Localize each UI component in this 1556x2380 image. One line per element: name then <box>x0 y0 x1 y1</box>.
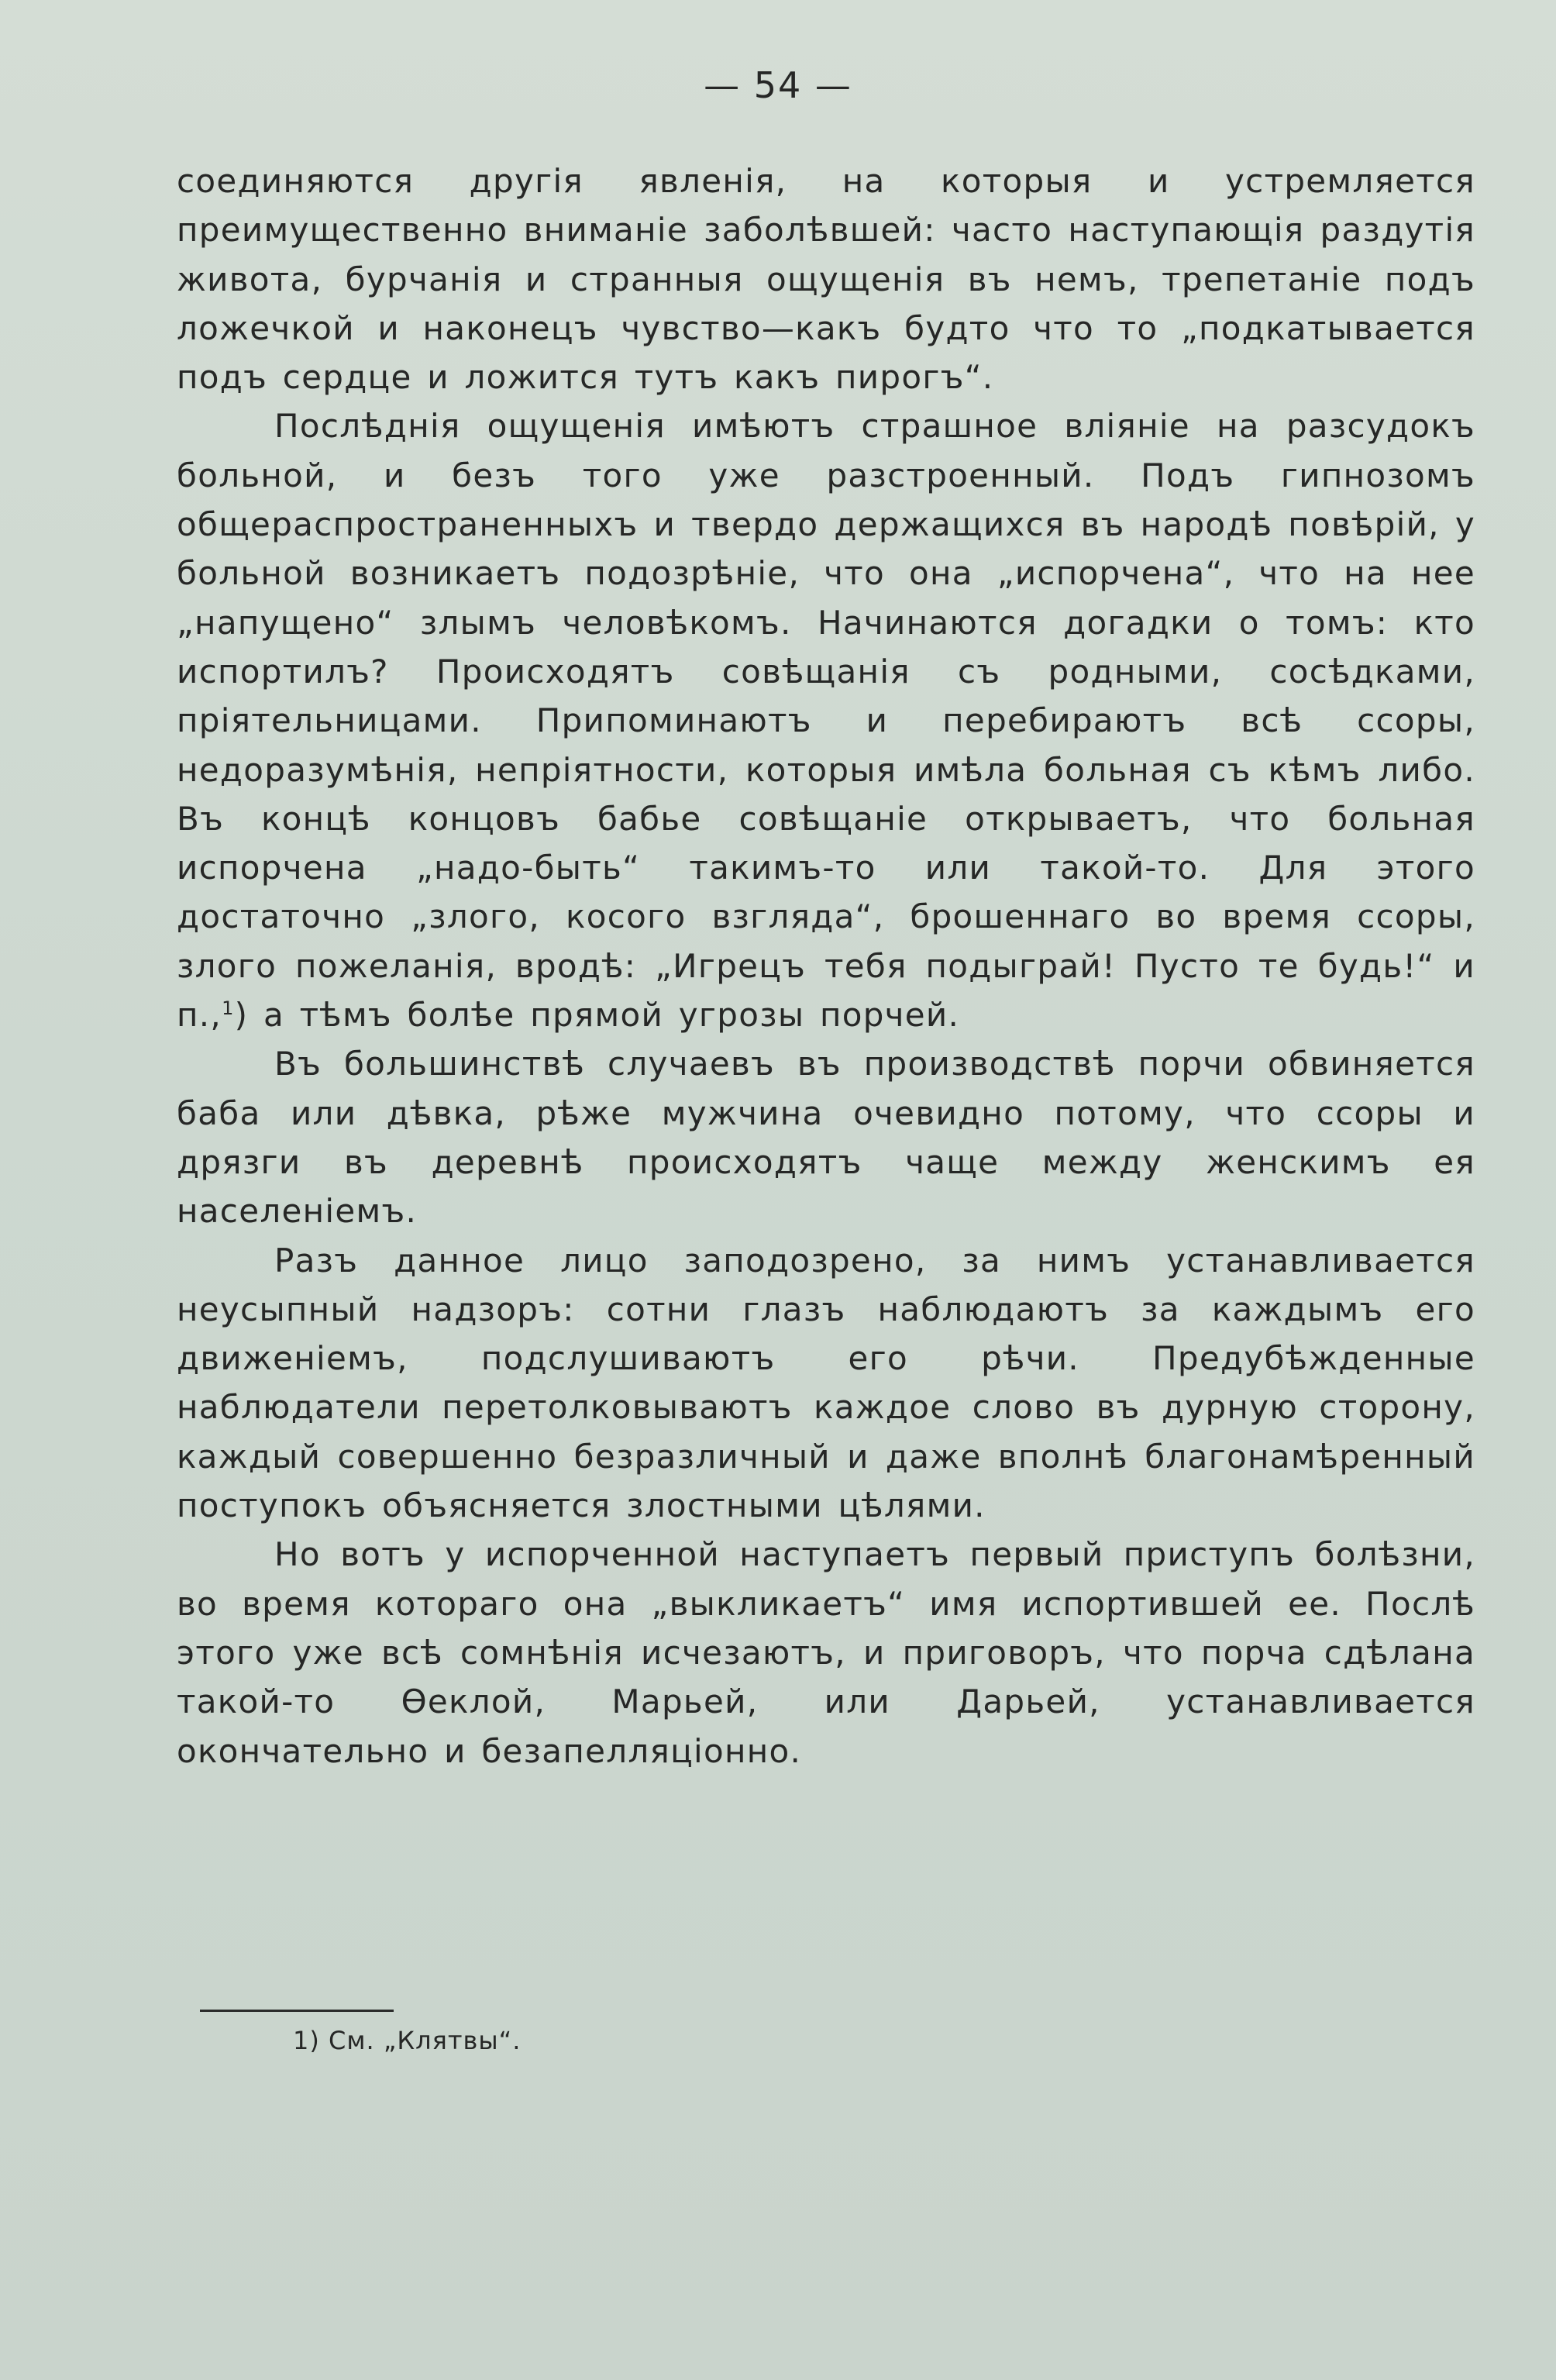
footnote-1 <box>293 2023 521 2058</box>
paragraph-2-text: Послѣднія ощущенія имѣютъ страшное вліяніе на разсудокъ больной, и безъ того уже разстроенный. Подъ гипнозомъ общераспространенныхъ и твердо держащихся въ народѣ повѣрій, у больной возникаетъ подозрѣніе, что она „испорчена“, что на нее „напущено“ злымъ человѣкомъ. Начинаются догадки о томъ: кто испортилъ? Происходятъ совѣщанія съ родными, сосѣдками, пріятельницами. Припоминаютъ и перебираютъ всѣ ссоры, недоразумѣнія, непріятности, которыя имѣла больная съ кѣмъ либо. Въ концѣ концовъ бабье совѣщаніе открываетъ, что больная испорчена „надо-быть“ такимъ-то или такой-то. Для этого достаточно „злого, косого взгляда“, брошеннаго во время ссоры, злого пожеланія, вродѣ: „Игрецъ тебя подыграй! Пусто те будь!“ и п., <box>177 407 1475 1035</box>
paragraph-5: Но вотъ у испорченной наступаетъ первый приступъ болѣзни, во время котораго она „выкликаетъ“ имя испортившей ее. Послѣ этого уже всѣ сомнѣнія исчезаютъ, и приговоръ, что порча сдѣлана такой-то Ѳеклой, Марьей, или Дарьей, устанавливается окончательно и безапелляціонно. <box>177 1535 1475 1770</box>
footnote-marker: 1) <box>293 2026 320 2055</box>
footnote-reference: 1 <box>222 997 235 1020</box>
footnote-separator <box>200 2010 394 2012</box>
paragraph-3: Въ большинствѣ случаевъ въ производствѣ порчи обвиняется баба или дѣвка, рѣже мужчина очевидно потому, что ссоры и дрязги въ деревнѣ происходятъ чаще между женскимъ ея населеніемъ. <box>177 1045 1475 1231</box>
paragraph-4: Разъ данное лицо заподозрено, за нимъ устанавливается неусыпный надзоръ: сотни глазъ наблюдаютъ за каждымъ его движеніемъ, подслушиваютъ его рѣчи. Предубѣжденные наблюдатели перетолковываютъ каждое слово въ дурную сторону, каждый совершенно безразличный и даже вполнѣ благонамѣренный поступокъ объясняется злостными цѣлями. <box>177 1241 1475 1525</box>
page-number: — 54 — <box>704 64 852 106</box>
paragraph-2-tail: ) а тѣмъ болѣе прямой угрозы порчей. <box>234 996 960 1035</box>
body-text <box>177 157 1475 1776</box>
paragraph-1: соединяются другія явленія, на которыя и устремляется преимущественно вниманіе заболѣвшей: часто наступающія раздутія живота, бурчанія и странныя ощущенія въ немъ, трепетаніе подъ ложечкой и наконецъ чувство—какъ будто что то „подкатывается подъ сердце и ложится тутъ какъ пирогъ“. <box>177 162 1475 397</box>
footnote-text: См. „Клятвы“. <box>329 2026 522 2055</box>
paragraph-2 <box>177 401 1475 1039</box>
